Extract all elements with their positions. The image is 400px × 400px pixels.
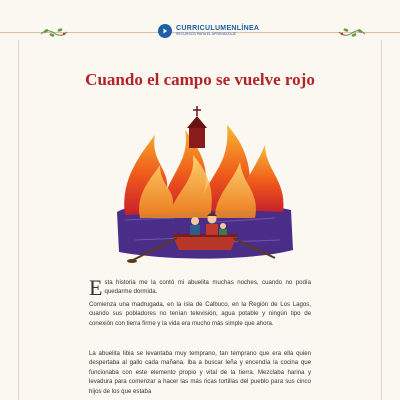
right-margin-rule — [381, 40, 382, 400]
logo-name: CURRICULUMENLÍNEA — [176, 25, 260, 33]
site-logo[interactable] — [158, 24, 259, 38]
paragraph-3: La abuelita Iibia se levantaba muy temprano, tan temprano que era ella quien despertaba al gallo cada mañana. Iba a buscar leña y encendía la cocina que funcionaba con este elemento propio y vital de la tierra. Mezclaba harina y levadura para comenzar a hacer las más ricas tortillas del pueblo para sus cinco hijos de los que estaba — [89, 350, 311, 395]
left-vine-ornament-icon — [40, 26, 68, 40]
drop-cap: E — [89, 275, 103, 300]
paragraph-2: Comienza una madrugada, en la isla de Calbuco, en la Región de Los Lagos, cuando sus pobladores no tenían televisión, agua potable y ningún tipo de conexión con tierra firme y la vida era mucho más simple que ahora. — [89, 301, 311, 327]
play-arrow-icon — [158, 24, 172, 38]
page-title: Cuando el campo se vuelve rojo — [85, 70, 315, 89]
logo-tagline: RECURSOS PARA EL APRENDIZAJE — [176, 32, 236, 37]
left-margin-rule — [18, 40, 19, 400]
paragraph-1-text: sta historia me la contó mi abuelita muchas noches, cuando no podía quedarme dormida. — [104, 279, 311, 296]
right-vine-ornament-icon — [338, 26, 366, 40]
burning-church-boat-illustration — [115, 100, 295, 270]
paragraph-1 — [89, 275, 311, 300]
